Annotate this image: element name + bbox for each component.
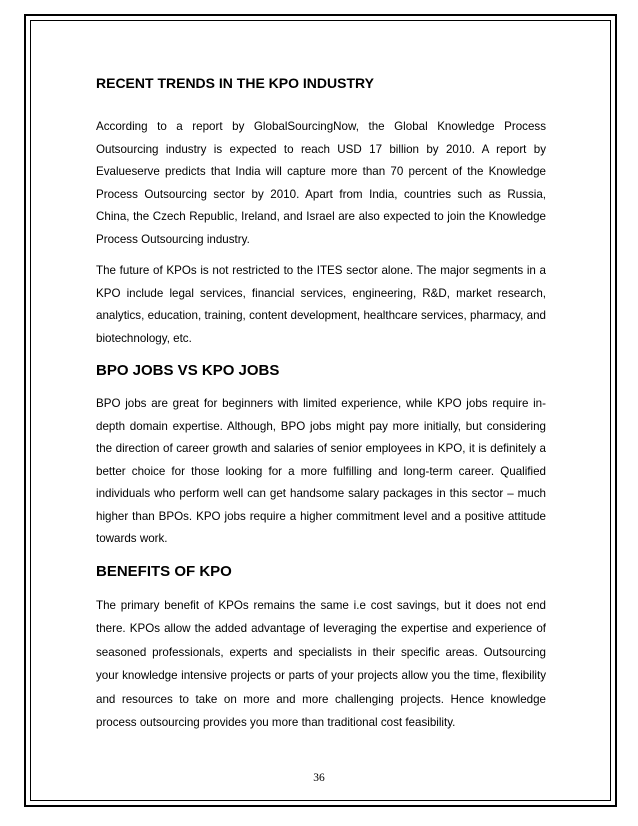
paragraph-bpo-vs-kpo: BPO jobs are great for beginners with limited experience, while KPO jobs require in-depth domain expertise. Although, BPO jobs might pay more initially, but considering the direction of career growth and salaries of senior employees in KPO, it is definitely a better choice for those looking for a more fulfilling and long-term career. Qualified individuals who perform well can get handsome salary packages in this sector – much higher than BPOs. KPO jobs require a higher commitment level and a positive attitude towards work. (96, 397, 546, 545)
section-heading-benefits: BENEFITS OF KPO (96, 562, 232, 580)
section-heading-recent-trends: RECENT TRENDS IN THE KPO INDUSTRY (96, 75, 374, 91)
paragraph-kpo-future: The future of KPOs is not restricted to the ITES sector alone. The major segments in a KPO include legal services, financial services, engineering, R&D, market research, analytics, education, training, content development, healthcare services, pharmacy, and biotechnology, etc. (96, 264, 546, 345)
paragraph-benefits: The primary benefit of KPOs remains the same i.e cost savings, but it does not end there. KPOs allow the added advantage of leveraging the expertise and experience of seasoned professionals, experts and specialists in their specific areas. Outsourcing your knowledge intensive projects or parts of your projects allow you the time, flexibility and resources to take on more and more challenging projects. Hence knowledge process outsourcing provides you more than traditional cost feasibility. (96, 598, 546, 729)
page-content (96, 70, 546, 744)
page-number: 36 (313, 772, 325, 784)
paragraph-kpo-industry-report: According to a report by GlobalSourcingNow, the Global Knowledge Process Outsourcing industry is expected to reach USD 17 billion by 2010. A report by Evalueserve predicts that India will capture more than 70 percent of the Knowledge Process Outsourcing sector by 2010. Apart from India, countries such as Russia, China, the Czech Republic, Ireland, and Israel are also expected to join the Knowledge Process Outsourcing industry. (96, 120, 546, 246)
section-heading-bpo-vs-kpo: BPO JOBS VS KPO JOBS (96, 362, 280, 379)
